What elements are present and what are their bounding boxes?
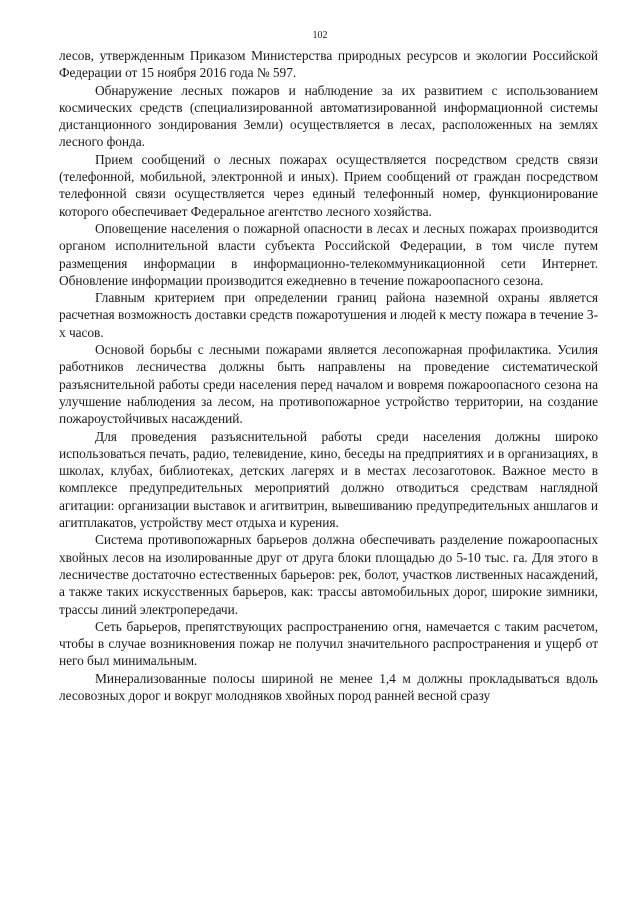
paragraph-6: Основой борьбы с лесными пожарами является лесопожарная профилактика. Усилия работников лесничества должны быть направлены на проведение систематической разъяснительной работы среди населения перед началом и вовремя пожароопасного сезона на улучшение наблюдения за лесом, на противопожарное устройство территории, на создание пожароустойчивых насаждений. [59, 342, 598, 427]
document-body [59, 47, 598, 704]
paragraph-3: Прием сообщений о лесных пожарах осуществляется посредством средств связи (телефонной, мобильной, электронной и иных). Прием сообщений от граждан посредством телефонной связи осуществляется через единый телефонный номер, функционирование которого обеспечивает Федеральное агентство лесного хозяйства. [59, 151, 598, 219]
paragraph-10: Минерализованные полосы шириной не менее 1,4 м должны прокладываться вдоль лесовозных дорог и вокруг молодняков хвойных пород ранней весной сразу [59, 670, 598, 703]
paragraph-1: лесов, утвержденным Приказом Министерства природных ресурсов и экологии Российской Федерации от 15 ноября 2016 года № 597. [59, 48, 598, 81]
paragraph-8: Система противопожарных барьеров должна обеспечивать разделение пожароопасных хвойных лесов на изолированные друг от друга блоки площадью до 5-10 тыс. га. Для этого в лесничестве достаточно естественных барьеров: рек, болот, участков лиственных насаждений, а также таких искусственных барьеров, как: трассы автомобильных дорог, широкие зимники, трассы линий электропередачи. [59, 532, 598, 617]
paragraph-7: Для проведения разъяснительной работы среди населения должны широко использоваться печать, радио, телевидение, кино, беседы на предприятиях и в организациях, в школах, клубах, библиотеках, детских лагерях и в местах лесозаготовок. Важное место в комплексе предупредительных мероприятий должно отводиться средствам наглядной агитации: организации выставок и агитвитрин, вывешиванию предупредительных аншлагов и агитплакатов, устройству мест отдыха и курения. [59, 428, 598, 531]
paragraph-2: Обнаружение лесных пожаров и наблюдение за их развитием с использованием космических средств (специализированной автоматизированной информационной системы дистанционного зондирования Земли) осуществляется в лесах, расположенных на землях лесного фонда. [59, 82, 598, 150]
paragraph-4: Оповещение населения о пожарной опасности в лесах и лесных пожарах производится органом исполнительной власти субъекта Российской Федерации, в том числе путем размещения информации в информационно-телекоммуникационной сети Интернет. Обновление информации производится ежедневно в течение пожароопасного сезона. [59, 220, 598, 288]
page-number: 102 [312, 30, 328, 41]
paragraph-9: Сеть барьеров, препятствующих распространению огня, намечается с таким расчетом, чтобы в случае возникновения пожар не получил значительного распространения и ущерб от него был минимальным. [59, 618, 598, 669]
paragraph-5: Главным критерием при определении границ района наземной охраны является расчетная возможность доставки средств пожаротушения и людей к месту пожара в течение 3-х часов. [59, 290, 598, 340]
